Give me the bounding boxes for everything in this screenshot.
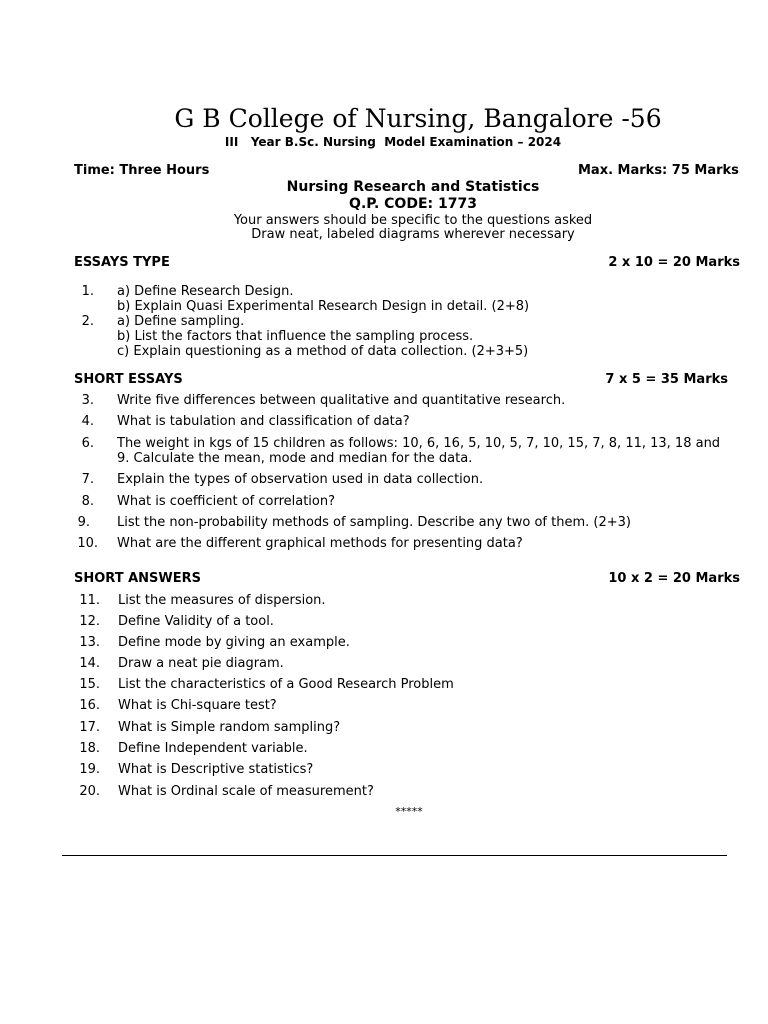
question-text: What is tabulation and classification of data? (117, 414, 410, 429)
max-marks: Max. Marks: 75 Marks (578, 163, 739, 178)
question-text: b) List the factors that influence the sampling process. (117, 329, 474, 344)
question-text: b) Explain Quasi Experimental Research Design in detail. (2+8) (117, 299, 530, 314)
question-text: List the non-probability methods of sampling. Describe any two of them. (2+3) (117, 515, 631, 530)
instruction-specific: Your answers should be specific to the questions asked (233, 213, 593, 228)
question-number: 13. (79, 635, 100, 650)
question-text: What is Ordinal scale of measurement? (118, 784, 374, 799)
instruction-diagrams: Draw neat, labeled diagrams wherever necessary (251, 227, 575, 242)
question-text: Define mode by giving an example. (118, 635, 350, 650)
question-text: What are the different graphical methods for presenting data? (117, 536, 523, 551)
question-text: What is Chi-square test? (118, 698, 277, 713)
short-essays-section-title: SHORT ESSAYS (74, 372, 183, 387)
exam-time: Time: Three Hours (74, 163, 210, 178)
subject-title: Nursing Research and Statistics (286, 179, 540, 195)
question-number: 12. (79, 614, 100, 629)
question-text-continued: 9. Calculate the mean, mode and median for the data. (117, 451, 473, 466)
question-number: 2. (81, 314, 94, 329)
question-text: What is coefficient of correlation? (117, 494, 336, 509)
question-number: 17. (79, 720, 100, 735)
question-text: List the characteristics of a Good Research Problem (118, 677, 454, 692)
question-number: 3. (81, 393, 94, 408)
college-title: G B College of Nursing, Bangalore -56 (174, 104, 662, 133)
question-text: Draw a neat pie diagram. (118, 656, 284, 671)
essays-section-title: ESSAYS TYPE (74, 255, 170, 270)
question-number: 8. (81, 494, 94, 509)
question-text: Define Validity of a tool. (118, 614, 274, 629)
bottom-divider (62, 855, 727, 856)
question-number: 15. (79, 677, 100, 692)
exam-subtitle: III Year B.Sc. Nursing Model Examination – 2024 (224, 135, 562, 149)
question-text: What is Simple random sampling? (118, 720, 341, 735)
question-text: Explain the types of observation used in data collection. (117, 472, 484, 487)
end-marker: ***** (395, 805, 423, 818)
question-number: 16. (79, 698, 100, 713)
question-number: 10. (77, 536, 98, 551)
question-text: What is Descriptive statistics? (118, 762, 314, 777)
short-essays-section-marks: 7 x 5 = 35 Marks (605, 372, 728, 387)
question-text: The weight in kgs of 15 children as follows: 10, 6, 16, 5, 10, 5, 7, 10, 15, 7, 8, 11, 13, 18 and (117, 436, 721, 451)
question-number: 9. (77, 515, 90, 530)
question-text: c) Explain questioning as a method of data collection. (2+3+5) (117, 344, 529, 359)
question-text: Define Independent variable. (118, 741, 308, 756)
question-number: 20. (79, 784, 100, 799)
question-text: List the measures of dispersion. (118, 593, 326, 608)
question-number: 6. (81, 436, 94, 451)
question-text: a) Define sampling. (117, 314, 245, 329)
question-number: 4. (81, 414, 94, 429)
question-number: 7. (81, 472, 94, 487)
question-text: a) Define Research Design. (117, 284, 294, 299)
question-text: Write five differences between qualitative and quantitative research. (117, 393, 566, 408)
question-number: 19. (79, 762, 100, 777)
short-answers-section-title: SHORT ANSWERS (74, 571, 202, 586)
question-number: 14. (79, 656, 100, 671)
question-number: 11. (79, 593, 100, 608)
qp-code: Q.P. CODE: 1773 (349, 196, 477, 212)
question-number: 18. (79, 741, 100, 756)
question-number: 1. (81, 284, 94, 299)
essays-section-marks: 2 x 10 = 20 Marks (608, 255, 740, 270)
short-answers-section-marks: 10 x 2 = 20 Marks (608, 571, 740, 586)
